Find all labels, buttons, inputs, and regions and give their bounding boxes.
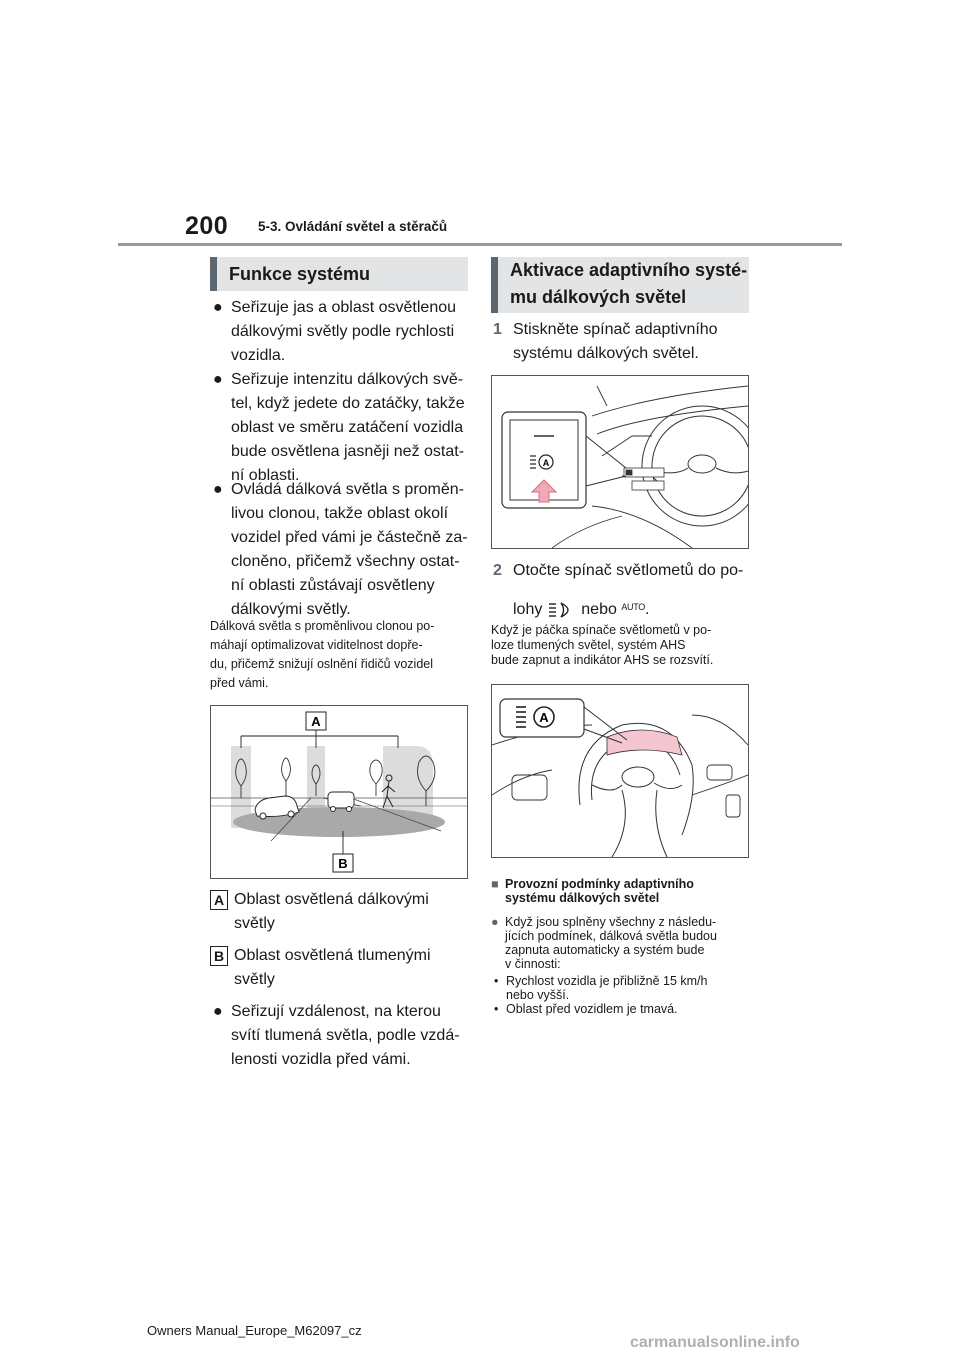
bullet-1 <box>213 296 473 368</box>
text-line: bude osvětlena jasněji než ostat- <box>231 443 465 460</box>
text-line: Ovládá dálková světla s proměn- <box>231 481 464 498</box>
text-line: ní oblasti zůstávají osvětleny <box>231 577 435 594</box>
text-line: Když je páčka spínače světlometů v po- <box>491 623 712 637</box>
text-line: bude zapnut a indikátor AHS se rozsvítí. <box>491 653 714 667</box>
label-b-text: B <box>338 856 348 871</box>
square-bullet-icon: ■ <box>491 877 499 891</box>
text-line: dálkovými světly. <box>231 601 351 618</box>
ahs-indicator-letter: A <box>539 710 549 725</box>
bullet-dot: ● <box>213 371 223 388</box>
text-line: světly <box>234 915 275 932</box>
text-line: Dálková světla s proměnlivou clonou po- <box>210 619 435 633</box>
text-line: Stiskněte spínač adaptivního <box>513 321 718 338</box>
road-illustration <box>211 706 467 878</box>
watermark: carmanualsonline.info <box>630 1334 800 1351</box>
legend-b <box>210 944 472 992</box>
bullet-dot: ● <box>213 1003 223 1020</box>
step-number: 1 <box>493 321 502 338</box>
text-line: svítí tlumená světla, podle vzdá- <box>231 1027 460 1044</box>
text-line: Oblast před vozidlem je tmavá. <box>506 1002 678 1016</box>
list-item <box>494 974 756 1002</box>
conditions-list <box>494 974 756 1016</box>
text-line: Provozní podmínky adaptivního <box>505 877 694 891</box>
chapter-title: 5-3. Ovládání světel a stěračů <box>258 219 448 234</box>
text-line: nebo <box>581 601 617 618</box>
text-line: livou clonou, takže oblast okolí <box>231 505 449 522</box>
legend-key-b: B <box>210 946 228 966</box>
text-line: jících podmínek, dálková světla budou <box>505 929 717 943</box>
text-line: Seřizuje jas a oblast osvětlenou <box>231 299 457 316</box>
callout-leader <box>586 436 626 468</box>
text-line: Seřizují vzdálenost, na kterou <box>231 1003 441 1020</box>
header-rule <box>118 243 842 246</box>
label-a-text: A <box>311 714 321 729</box>
dot-bullet: • <box>494 1002 499 1016</box>
figure-light-areas <box>210 705 468 879</box>
text-line: oblast ve směru zatáčení vozidla <box>231 419 464 436</box>
section-title-funkce <box>210 257 468 291</box>
dot-bullet: • <box>494 974 499 988</box>
figure-ahs-switch <box>491 375 749 549</box>
conditions-intro <box>491 915 753 971</box>
callout-leader <box>584 707 627 740</box>
text-line: du, přičemž snižují oslnění řidičů vozidel <box>210 657 434 671</box>
text-line: . <box>644 601 650 618</box>
auto-icon: AUTO <box>621 602 645 612</box>
text-line: vozidel před vámi je částečně za- <box>231 529 468 546</box>
text-line: Rychlost vozidla je přibližně 15 km/h <box>506 974 708 988</box>
bullet-4 <box>213 1000 473 1072</box>
text-line: lohy <box>513 601 543 618</box>
callout-leader <box>586 476 626 486</box>
text-line: ní oblasti. <box>231 467 300 484</box>
tree-icon <box>370 760 382 796</box>
oncoming-car-icon <box>255 796 299 819</box>
switch-panel <box>624 468 664 490</box>
text-line: Otočte spínač světlometů do po- <box>513 562 744 579</box>
section-title-text: mu dálkových světel <box>510 287 687 307</box>
step-number: 2 <box>493 562 502 579</box>
text-line: nebo vyšší. <box>506 988 570 1002</box>
text-line: vozidla. <box>231 347 286 364</box>
text-line: máhají optimalizovat viditelnost dopře- <box>210 638 423 652</box>
ahs-icon-letter: A <box>542 458 550 468</box>
note-left <box>210 617 472 693</box>
section-title-aktivace <box>491 257 749 313</box>
text-line: světly <box>234 971 275 988</box>
text-line: cloněno, přičemž všechny ostat- <box>231 553 460 570</box>
dashboard-switch-illustration <box>492 376 748 548</box>
text-line: Oblast osvětlená tlumenými <box>234 947 431 964</box>
text-line: Oblast osvětlená dálkovými <box>234 891 429 908</box>
bullet-dot: ● <box>213 481 223 498</box>
text-line: systému dálkových světel <box>505 891 660 905</box>
tree-icon <box>282 758 291 796</box>
bullet-2 <box>213 368 473 488</box>
instrument-cluster-illustration <box>492 685 748 857</box>
conditions-heading <box>491 877 753 905</box>
step-1 <box>493 318 755 366</box>
text-line: v činnosti: <box>505 957 561 971</box>
text-line: loze tlumených světel, systém AHS <box>491 638 686 652</box>
list-item <box>494 1002 756 1016</box>
headlight-icon <box>547 601 577 619</box>
section-title-text: Funkce systému <box>229 264 371 284</box>
text-line: Když jsou splněny všechny z následu- <box>505 915 717 929</box>
text-line: Seřizuje intenzitu dálkových svě- <box>231 371 464 388</box>
circle-bullet-icon: ● <box>491 915 499 929</box>
figure-ahs-indicator <box>491 684 749 858</box>
text-line: před vámi. <box>210 676 269 690</box>
text-line: dálkovými světly podle rychlosti <box>231 323 455 340</box>
bullet-dot: ● <box>213 299 223 316</box>
text-line: zapnuta automaticky a systém bude <box>505 943 705 957</box>
note-right <box>491 623 753 668</box>
legend-a <box>210 888 472 936</box>
page-number: 200 <box>185 212 229 240</box>
steering-wheel-icon <box>642 406 748 526</box>
text-line: lenosti vozidla před vámi. <box>231 1051 411 1068</box>
bullet-3 <box>213 478 473 622</box>
text-line: tel, když jedete do zatáčky, takže <box>231 395 465 412</box>
legend-key-a: A <box>210 890 228 910</box>
section-title-text: Aktivace adaptivního systé- <box>510 260 748 280</box>
step-2 <box>493 559 755 622</box>
footer-manual-name: Owners Manual_Europe_M62097_cz <box>147 1323 362 1338</box>
text-line: systému dálkových světel. <box>513 345 699 362</box>
